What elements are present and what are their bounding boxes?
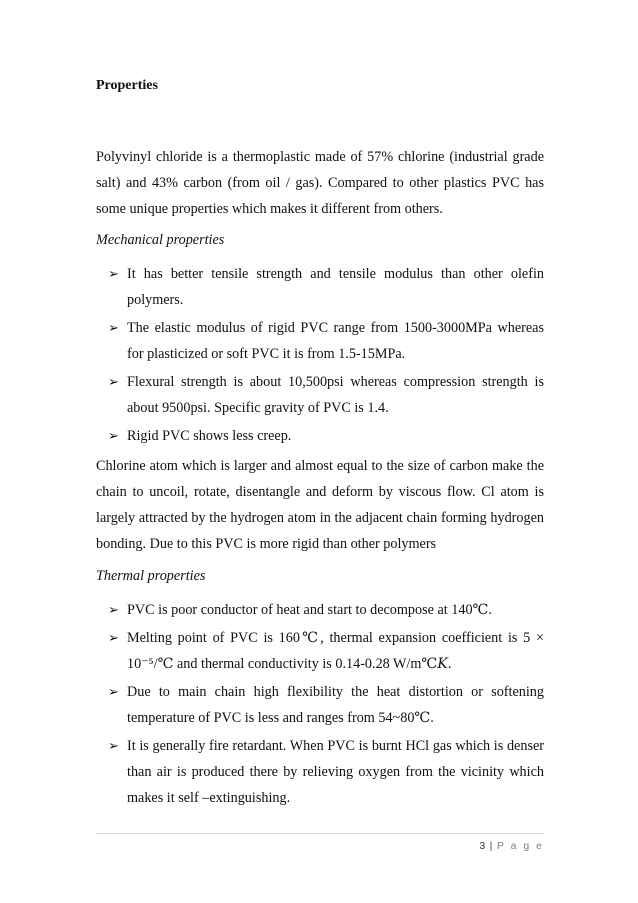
arrow-bullet-icon: ➢ bbox=[108, 602, 119, 617]
list-item bbox=[96, 369, 544, 421]
page-footer bbox=[479, 840, 544, 852]
list-item bbox=[96, 733, 544, 811]
bullet-text: PVC is poor conductor of heat and start to decompose at 140℃. bbox=[127, 602, 492, 618]
thermal-bullet-list bbox=[96, 597, 544, 813]
bullet-text: Due to main chain high flexibility the heat distortion or softening temperature of PVC is less and ranges from 54~80℃. bbox=[127, 684, 544, 726]
bullet-text: The elastic modulus of rigid PVC range from 1500-3000MPa whereas for plasticized or soft PVC it is from 1.5-15MPa. bbox=[127, 320, 544, 362]
arrow-bullet-icon: ➢ bbox=[108, 320, 119, 335]
bullet-text: It has better tensile strength and tensile modulus than other olefin polymers. bbox=[127, 266, 544, 308]
list-item bbox=[96, 597, 544, 623]
bullet-text: It is generally fire retardant. When PVC is burnt HCl gas which is denser than air is produced there by relieving oxygen from the vicinity which makes it self –extinguishing. bbox=[127, 738, 544, 806]
page-number: 3 bbox=[479, 840, 486, 852]
mechanical-bullet-list bbox=[96, 261, 544, 451]
footer-separator: | bbox=[489, 840, 493, 852]
list-item bbox=[96, 261, 544, 313]
arrow-bullet-icon: ➢ bbox=[108, 266, 119, 281]
arrow-bullet-icon: ➢ bbox=[108, 684, 119, 699]
bullet-text: Flexural strength is about 10,500psi whereas compression strength is about 9500psi. Specific gravity of PVC is 1.4. bbox=[127, 374, 544, 416]
chlorine-paragraph: Chlorine atom which is larger and almost equal to the size of carbon make the chain to uncoil, rotate, disentangle and deform by viscous flow. Cl atom is largely attracted by the hydrogen atom in the adjacent chain forming hydrogen bonding. Due to this PVC is more rigid than other polymers bbox=[96, 458, 544, 552]
bullet-text: Melting point of PVC is 160℃, thermal expansion coefficient is 5 × 10⁻⁵/℃ and thermal conductivity is 0.14-0.28 W/m℃𝐾. bbox=[127, 630, 544, 672]
arrow-bullet-icon: ➢ bbox=[108, 374, 119, 389]
mechanical-subheading: Mechanical properties bbox=[96, 232, 225, 248]
arrow-bullet-icon: ➢ bbox=[108, 428, 119, 443]
section-heading: Properties bbox=[96, 78, 158, 93]
list-item bbox=[96, 625, 544, 677]
arrow-bullet-icon: ➢ bbox=[108, 738, 119, 753]
arrow-bullet-icon: ➢ bbox=[108, 630, 119, 645]
bullet-text: Rigid PVC shows less creep. bbox=[127, 428, 292, 444]
thermal-subheading: Thermal properties bbox=[96, 568, 206, 584]
list-item bbox=[96, 679, 544, 731]
list-item bbox=[96, 315, 544, 367]
footer-divider bbox=[96, 833, 544, 834]
page-label: P a g e bbox=[496, 840, 544, 852]
intro-paragraph: Polyvinyl chloride is a thermoplastic made of 57% chlorine (industrial grade salt) and 43% carbon (from oil / gas). Compared to other plastics PVC has some unique properties which makes it different from others. bbox=[96, 149, 544, 217]
list-item bbox=[96, 423, 544, 449]
